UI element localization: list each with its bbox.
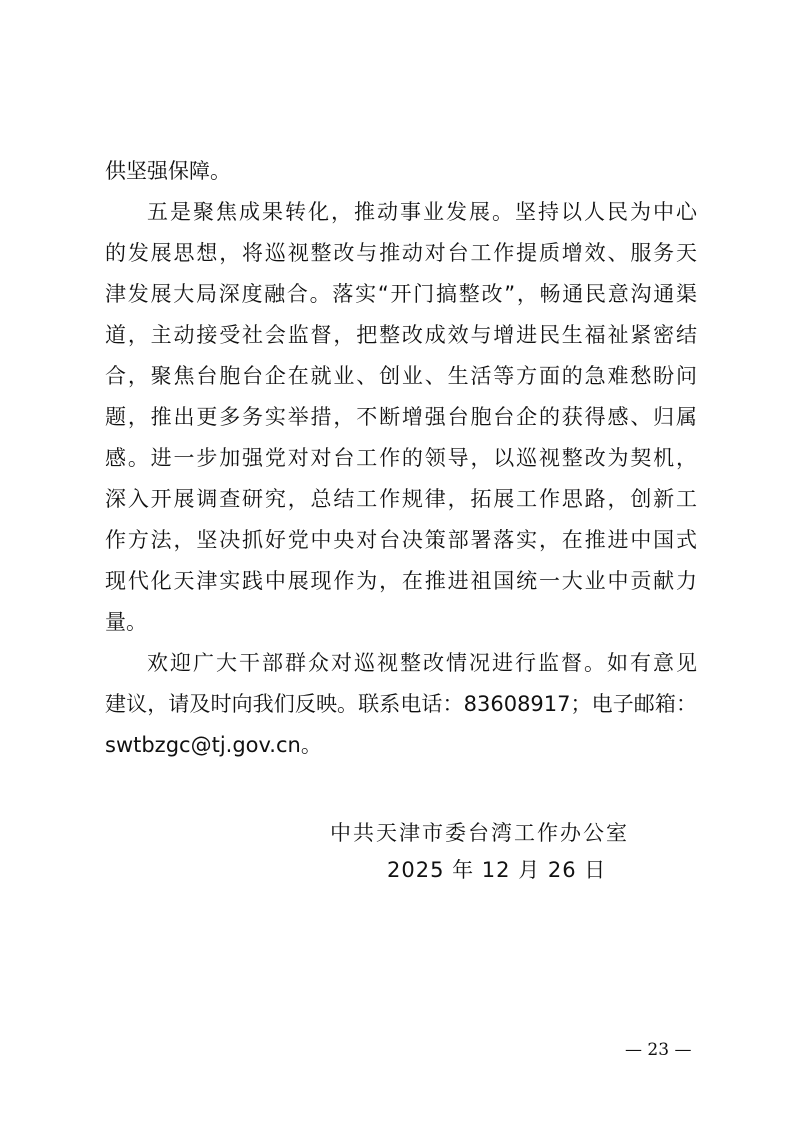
signature-organization: 中共天津市委台湾工作办公室 <box>330 821 629 845</box>
paragraph-line: 道，主动接受社会监督，把整改成效与增进民生福祉紧密结 <box>105 323 697 347</box>
paragraph-line: 欢迎广大干部群众对巡视整改情况进行监督。如有意见 <box>147 651 697 675</box>
contact-email: swtbzgc@tj.gov.cn。 <box>105 733 322 757</box>
page-number: — 23 — <box>625 1040 692 1060</box>
paragraph-line: 供坚强保障。 <box>105 159 231 183</box>
paragraph-line: 深入开展调查研究，总结工作规律，拓展工作思路，创新工 <box>105 487 697 511</box>
signature-date: 2025 年 12 月 26 日 <box>387 858 607 882</box>
paragraph-line: 量。 <box>105 610 147 634</box>
paragraph-line: 题，推出更多务实举措，不断增强台胞台企的获得感、归属 <box>105 405 697 429</box>
paragraph-line: 现代化天津实践中展现作为，在推进祖国统一大业中贡献力 <box>105 569 697 593</box>
paragraph-line: 的发展思想，将巡视整改与推动对台工作提质增效、服务天 <box>105 241 697 265</box>
paragraph-line: 作方法，坚决抓好党中央对台决策部署落实，在推进中国式 <box>105 528 697 552</box>
paragraph-line: 建议，请及时向我们反映。联系电话：83608917；电子邮箱： <box>105 692 697 716</box>
paragraph-line: 五是聚焦成果转化，推动事业发展。坚持以人民为中心 <box>147 200 697 224</box>
paragraph-line: 合，聚焦台胞台企在就业、创业、生活等方面的急难愁盼问 <box>105 364 697 388</box>
paragraph-line: 感。进一步加强党对对台工作的领导，以巡视整改为契机， <box>105 446 697 470</box>
paragraph-line: 津发展大局深度融合。落实“开门搞整改”，畅通民意沟通渠 <box>105 282 697 306</box>
